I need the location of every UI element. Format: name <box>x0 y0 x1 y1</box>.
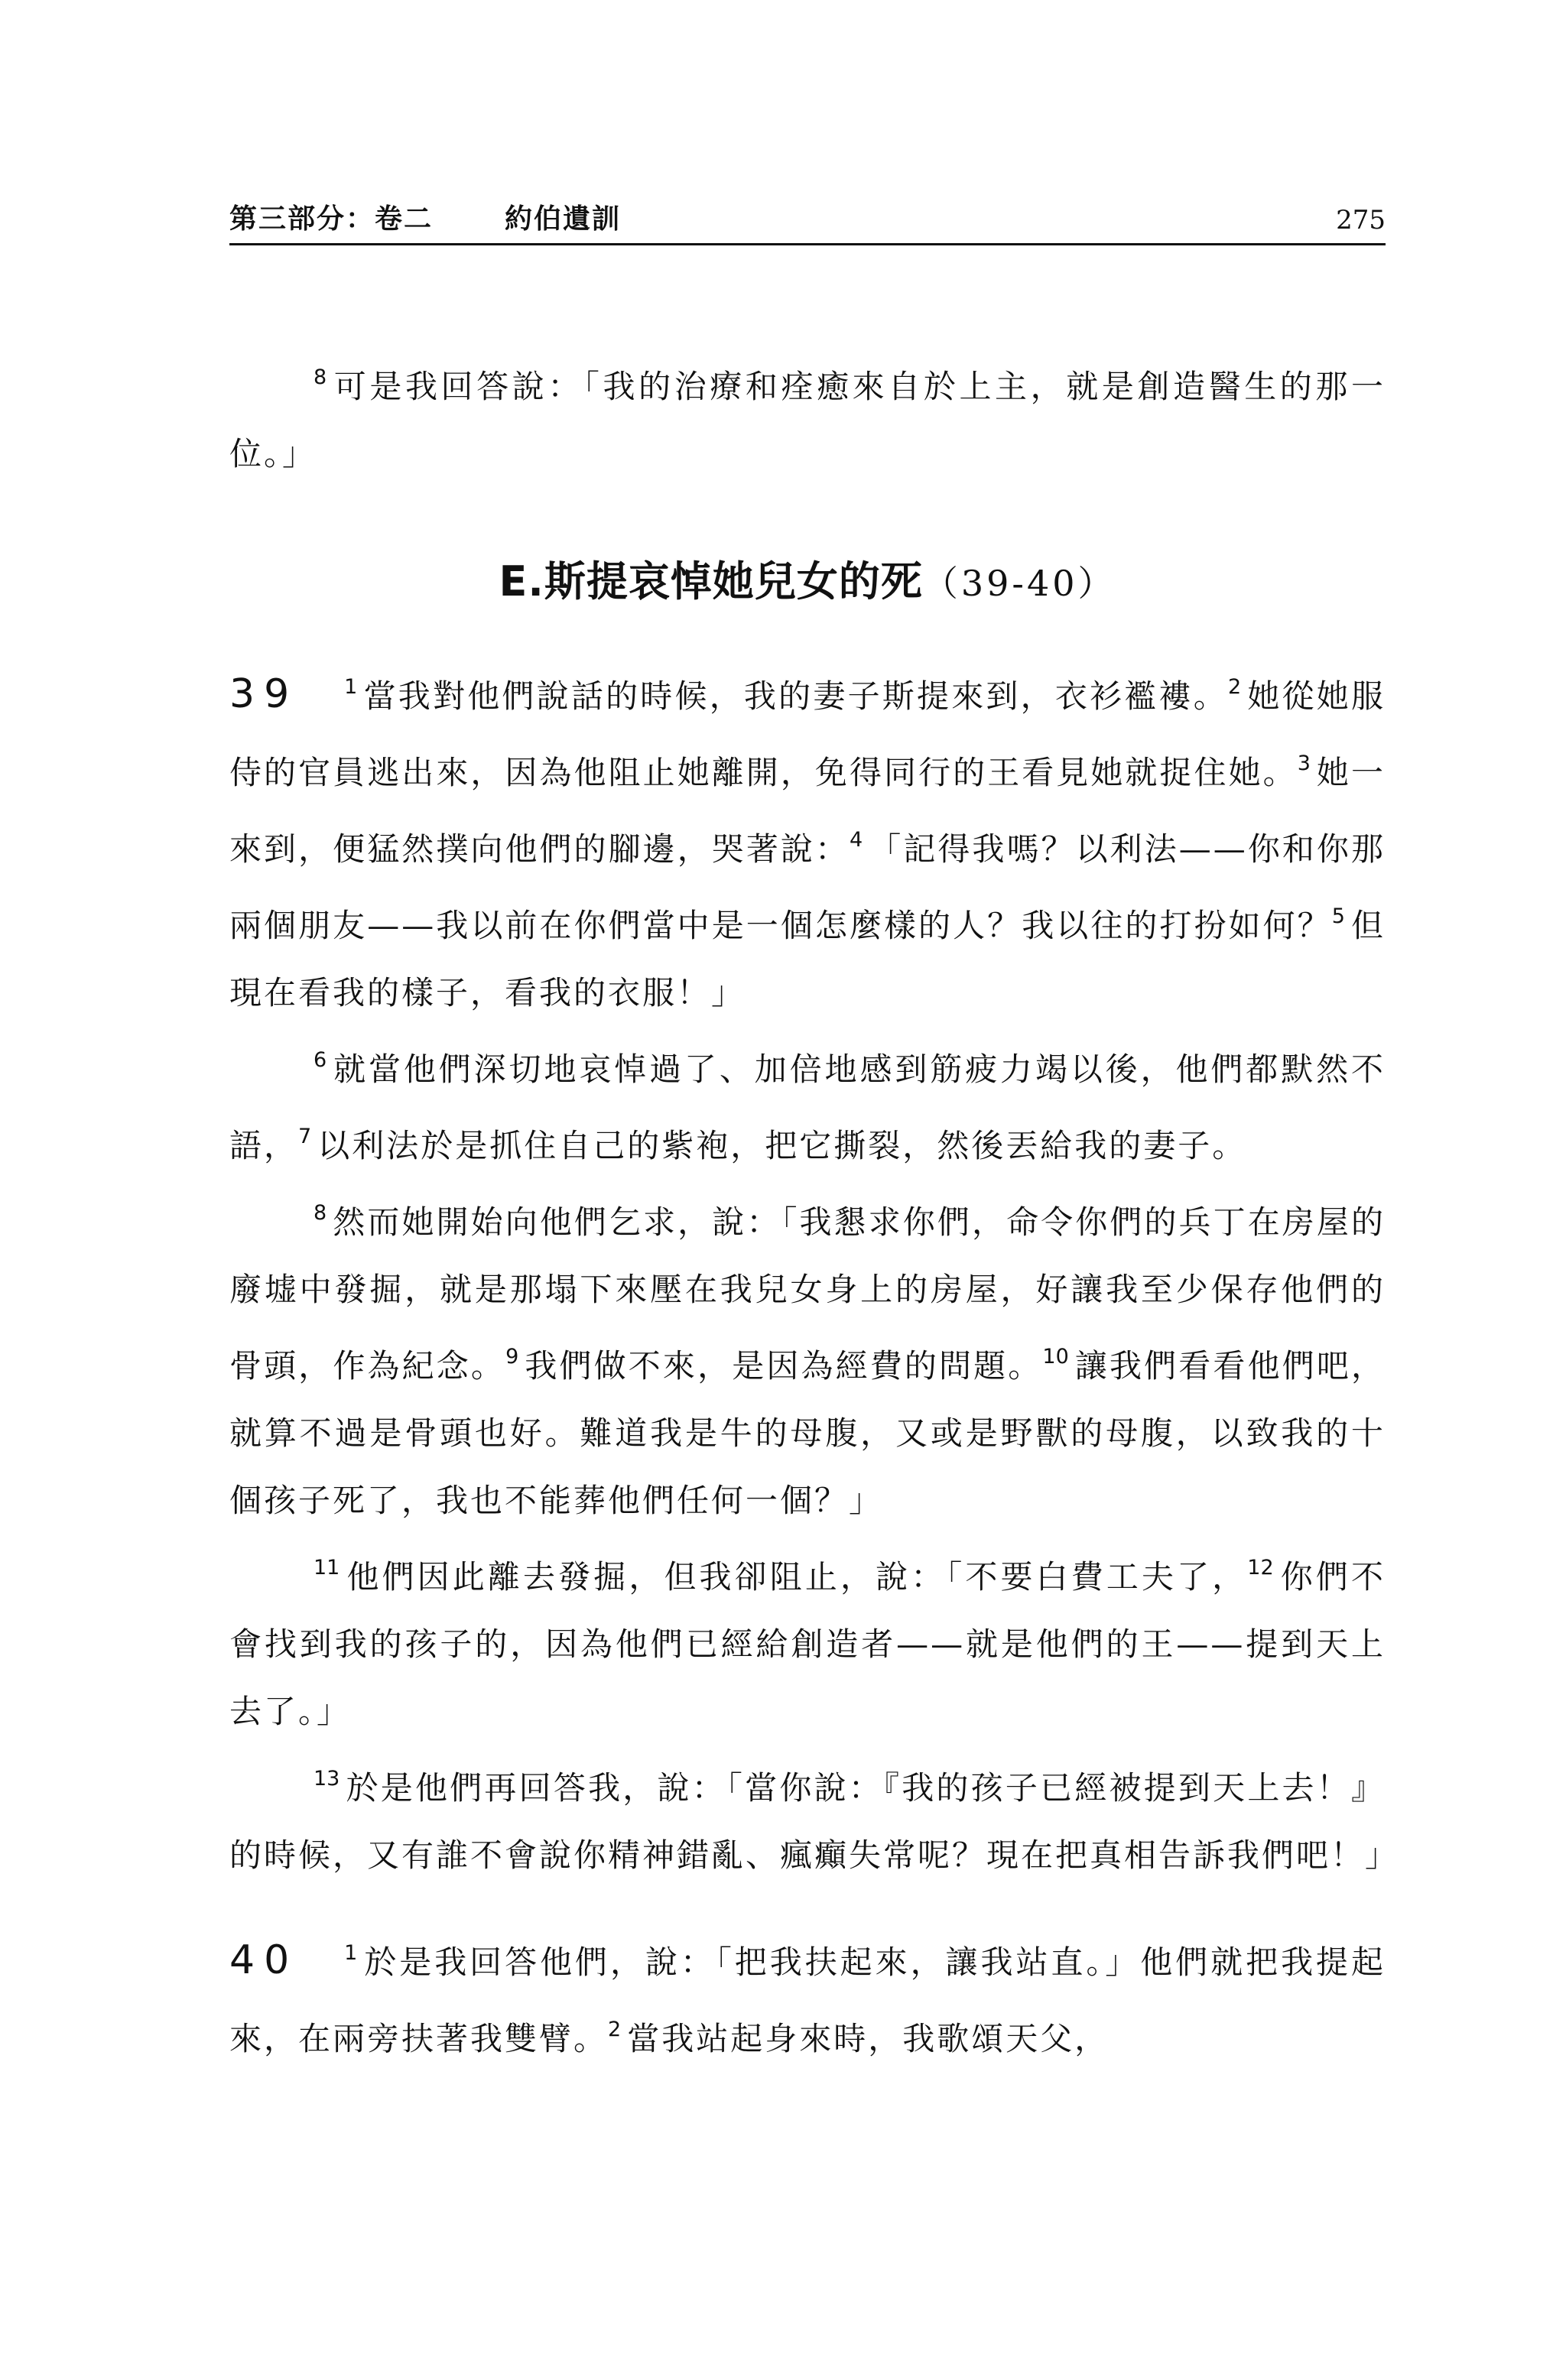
page-body <box>229 344 1400 2073</box>
verse-text: 我們做不來，是因為經費的問題。 <box>525 1347 1043 1385</box>
verse-number: 7 <box>298 1125 312 1148</box>
verse-number: 1 <box>344 1941 358 1965</box>
verse-number: 8 <box>314 1201 327 1225</box>
page-number: 275 <box>1336 205 1386 235</box>
verse-text: 當我站起身來時，我歌頌天父， <box>627 2020 1110 2057</box>
verse-number: 9 <box>505 1345 519 1369</box>
chapter-39-paragraph-1 <box>229 654 1386 1027</box>
verse-text: 她從她服侍的官員逃出來，因為他阻止她離開，免得同行的王看見她就捉住她。 <box>229 677 1386 791</box>
chapter-39-paragraph-4 <box>229 1534 1386 1745</box>
verse-text: 當我對他們說話的時候，我的妻子斯提來到，衣衫襤褸。 <box>363 677 1228 715</box>
section-title: E.斯提哀悼她兒女的死 <box>499 557 923 606</box>
verse-number: 12 <box>1247 1556 1274 1580</box>
verse-text: 就當他們深切地哀悼過了、加倍地感到筋疲力竭以後，他們都默然不語， <box>229 1050 1386 1164</box>
verse-number: 8 <box>314 365 327 389</box>
verse-text: 「記得我嗎？以利法——你和你那兩個朋友——我以前在你們當中是一個怎麼樣的人？我以往的打扮如何？ <box>229 830 1386 944</box>
verse-text: 可是我回答說：「我的治療和痊癒來自於上主，就是創造醫生的那一位。」 <box>229 368 1386 472</box>
verse-number: 2 <box>1227 675 1242 699</box>
verse-text: 以利法於是抓住自己的紫袍，把它撕裂，然後丟給我的妻子。 <box>317 1127 1247 1164</box>
chapter-39-paragraph-3 <box>229 1180 1386 1534</box>
verse-number: 6 <box>314 1048 327 1072</box>
verse-number: 13 <box>314 1767 340 1791</box>
verse-number: 10 <box>1042 1345 1069 1369</box>
verse-number: 11 <box>314 1556 340 1580</box>
verse-text: 於是我回答他們，說：「把我扶起來，讓我站直。」他們就把我提起來，在兩旁扶著我雙臂。 <box>229 1943 1386 2057</box>
header-part: 第三部分：卷二 <box>229 203 434 235</box>
chapter-number: 39 <box>229 671 299 717</box>
header-book-title: 約伯遺訓 <box>505 203 622 235</box>
verse-text: 於是他們再回答我，說：「當你說：『我的孩子已經被提到天上去！』的時候，又有誰不會說你精神錯亂、瘋癲失常呢？現在把真相告訴我們吧！」 <box>229 1769 1400 1874</box>
section-heading <box>229 549 1386 608</box>
verse-text: 但現在看我的樣子，看我的衣服！」 <box>229 907 1386 1011</box>
chapter-number: 40 <box>229 1937 299 1983</box>
running-header <box>229 197 1386 245</box>
verse-number: 5 <box>1331 904 1345 928</box>
verse-number: 4 <box>850 828 863 852</box>
verse-text: 讓我們看看他們吧，就算不過是骨頭也好。難道我是牛的母腹，又或是野獸的母腹，以致我的十個孩子死了，我也不能葬他們任何一個？」 <box>229 1347 1386 1519</box>
verse-text: 然而她開始向他們乞求，說：「我懇求你們，命令你們的兵丁在房屋的廢墟中發掘，就是那塌下來壓在我兒女身上的房屋，好讓我至少保存他們的骨頭，作為紀念。 <box>229 1203 1386 1385</box>
verse-text: 他們因此離去發掘，但我卻阻止，說：「不要白費工夫了， <box>346 1558 1248 1596</box>
chapter-39-paragraph-5 <box>229 1745 1400 1889</box>
verse-text: 她一來到，便猛然撲向他們的腳邊，哭著說： <box>229 754 1386 868</box>
verse-text: 你們不會找到我的孩子的，因為他們已經給創造者——就是他們的王——提到天上去了。」 <box>229 1558 1386 1730</box>
section-verse-range: （39-40） <box>922 563 1116 604</box>
chapter-40-paragraph-1 <box>229 1920 1386 2073</box>
chapter-39-paragraph-2 <box>229 1027 1386 1180</box>
verse-number: 3 <box>1297 752 1311 775</box>
verse-number: 2 <box>608 2018 622 2041</box>
paragraph-intro <box>229 344 1386 488</box>
verse-number: 1 <box>344 675 358 699</box>
